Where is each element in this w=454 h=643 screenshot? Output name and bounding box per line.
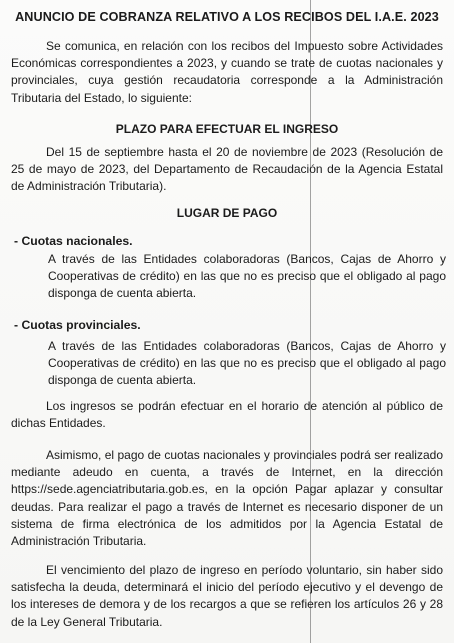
cuotas-nacionales-label: - Cuotas nacionales. xyxy=(14,234,133,248)
asimismo-paragraph: Asimismo, el pago de cuotas nacionales y provinciales podrá ser realizado mediante adeudo en cuenta, a través de Internet, en la dirección https://sede.agenciatributaria.gob.es, en la opción Pagar aplazar y consultar deudas. Para realizar el pago a través de Internet es necesario disponer de un sistema de firma electrónica de los admitidos por la Agencia Estatal de Administración Tributaria. xyxy=(11,448,443,549)
cuotas-nacionales-paragraph: A través de las Entidades colaboradoras (Bancos, Cajas de Ahorro y Cooperativas de crédito) en las que no es preciso que el obligado al pago disponga de cuenta abierta. xyxy=(48,252,446,301)
vencimiento-paragraph: El vencimiento del plazo de ingreso en período voluntario, sin haber sido satisfecha la deuda, determinará el inicio del período ejecutivo y el devengo de los intereses de demora y de los recargos a que se refieren los artículos 26 y 28 de la Ley General Tributaria. xyxy=(11,563,443,629)
plazo-paragraph: Del 15 de septiembre hasta el 20 de noviembre de 2023 (Resolución de 25 de mayo de 2023, del Departamento de Recaudación de la Agencia Estatal de Administración Tributaria). xyxy=(11,145,443,194)
horario-paragraph: Los ingresos se podrán efectuar en el horario de atención al público de dichas Entidades. xyxy=(11,399,443,431)
section-lugar-heading: LUGAR DE PAGO xyxy=(176,206,278,220)
cuotas-provinciales-paragraph: A través de las Entidades colaboradoras (Bancos, Cajas de Ahorro y Cooperativas de crédito) en las que no es preciso que el obligado al pago disponga de cuenta abierta. xyxy=(48,339,446,388)
intro-paragraph: Se comunica, en relación con los recibos del Impuesto sobre Actividades Económicas correspondientes a 2023, y cuando se trate de cuotas nacionales y provinciales, cuya gestión recaudatoria corresponde a la Administración Tributaria del Estado, lo siguiente: xyxy=(11,39,443,105)
cuotas-provinciales-label: - Cuotas provinciales. xyxy=(14,318,141,332)
section-plazo-heading: PLAZO PARA EFECTUAR EL INGRESO xyxy=(115,122,339,136)
document-title: ANUNCIO DE COBRANZA RELATIVO A LOS RECIBOS DEL I.A.E. 2023 xyxy=(15,10,439,24)
